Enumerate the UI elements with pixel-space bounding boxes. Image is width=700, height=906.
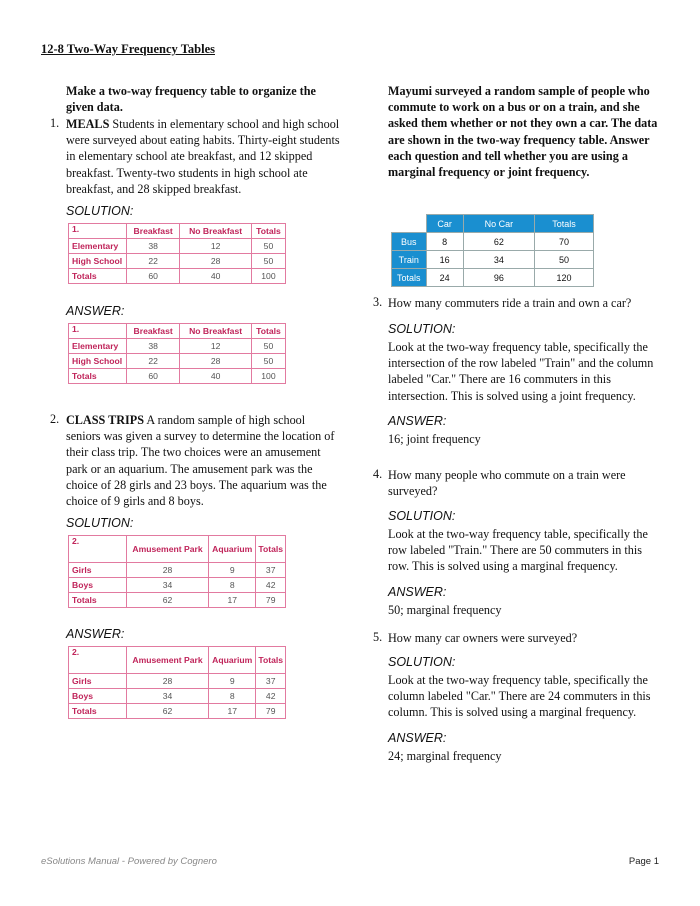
table-column-header: Amusement Park — [127, 536, 209, 563]
table-header-row — [69, 224, 286, 239]
table-cell: 17 — [209, 704, 256, 719]
table-row-header: High School — [69, 254, 127, 269]
table-row — [69, 339, 286, 354]
table-header-row — [392, 215, 594, 233]
table-cell: 70 — [534, 233, 593, 251]
q5-text: How many car owners were surveyed? — [388, 631, 578, 645]
table-cell: 38 — [127, 239, 180, 254]
q5-number: 5. — [373, 630, 383, 644]
table-cell: 8 — [209, 689, 256, 704]
table-row — [392, 251, 594, 269]
q1-answer-table — [68, 323, 286, 384]
table-row-header: Boys — [69, 689, 127, 704]
table-cell: 22 — [127, 354, 180, 369]
q2-body: A random sample of high school seniors was given a survey to determine the location of their class trip. The two choices were an amusement park or an aquarium. The amusement park was the choice of 28 girls and 23 boys. The aquarium was the choice of 9 girls and 8 boys. — [66, 413, 335, 509]
q3-solution: Look at the two-way frequency table, specifically the intersection of the row labeled "Train" and the column labeled "Car." There are 16 commuters in this intersection. This is solved using a joint frequency. — [388, 340, 654, 403]
q5-answer: 24; marginal frequency — [388, 749, 502, 763]
q4-answer-label: ANSWER: — [388, 585, 447, 599]
table-row-header: Totals — [69, 704, 127, 719]
table-column-header: Totals — [534, 215, 593, 233]
table-corner-label: 1. — [69, 324, 127, 339]
table-cell: 28 — [180, 354, 252, 369]
table-column-header: Car — [426, 215, 463, 233]
table-cell: 34 — [127, 689, 209, 704]
q5-solution: Look at the two-way frequency table, specifically the column labeled "Car." There are 24 commuters in this column. This is solved using a marginal frequency. — [388, 673, 651, 720]
table-cell: 42 — [256, 578, 286, 593]
table-cell: 24 — [426, 269, 463, 287]
table-cell: 50 — [534, 251, 593, 269]
q2-number: 2. — [50, 412, 60, 426]
q2-answer-table — [68, 646, 286, 719]
q1-text — [66, 116, 344, 197]
table-row — [69, 254, 286, 269]
table-row-header: Totals — [69, 369, 127, 384]
table-row-header: Totals — [69, 269, 127, 284]
q1-solution-label: SOLUTION: — [66, 204, 134, 218]
q3-solution-label: SOLUTION: — [388, 322, 456, 336]
page-title: 12-8 Two-Way Frequency Tables — [41, 42, 215, 56]
table-cell: 37 — [256, 674, 286, 689]
table-row — [69, 563, 286, 578]
q1-lead: MEALS — [66, 117, 110, 131]
q4-solution-label: SOLUTION: — [388, 509, 456, 523]
table-cell: 40 — [180, 369, 252, 384]
q2-lead: CLASS TRIPS — [66, 413, 145, 427]
table-column-header: Breakfast — [127, 224, 180, 239]
table-row-header: Train — [392, 251, 427, 269]
table-row-header: High School — [69, 354, 127, 369]
table-row-header: Elementary — [69, 339, 127, 354]
table-row-header: Bus — [392, 233, 427, 251]
q3-number: 3. — [373, 295, 383, 309]
table-cell: 34 — [127, 578, 209, 593]
commuter-table — [391, 214, 594, 287]
table-cell: 22 — [127, 254, 180, 269]
q3-answer: 16; joint frequency — [388, 432, 481, 446]
table-column-header: Totals — [251, 324, 285, 339]
table-cell: 37 — [256, 563, 286, 578]
q5-solution-label: SOLUTION: — [388, 655, 456, 669]
table-cell: 42 — [256, 689, 286, 704]
table-cell: 16 — [426, 251, 463, 269]
table-cell: 9 — [209, 563, 256, 578]
q1-body: Students in elementary school and high school were surveyed about eating habits. Thirty-eight students in elementary school ate breakfast, and 12 skipped breakfast. Twenty-two students in high school ate breakfast, and 28 skipped breakfast. — [66, 117, 340, 196]
table-corner-label: 2. — [69, 536, 127, 563]
table-row-header: Girls — [69, 674, 127, 689]
table-cell: 60 — [127, 269, 180, 284]
table-cell: 8 — [209, 578, 256, 593]
table-cell: 50 — [251, 339, 285, 354]
table-corner-label: 1. — [69, 224, 127, 239]
table-row-header: Totals — [69, 593, 127, 608]
table-row — [69, 239, 286, 254]
table-row — [392, 269, 594, 287]
table-cell: 79 — [256, 704, 286, 719]
table-row — [69, 269, 286, 284]
table-cell: 120 — [534, 269, 593, 287]
table-cell: 79 — [256, 593, 286, 608]
q1-number: 1. — [50, 116, 60, 130]
table-cell: 50 — [251, 254, 285, 269]
table-cell: 12 — [180, 239, 252, 254]
q1-answer-label: ANSWER: — [66, 304, 125, 318]
q4-answer: 50; marginal frequency — [388, 603, 502, 617]
table-row — [69, 578, 286, 593]
table-cell: 60 — [127, 369, 180, 384]
table-cell: 50 — [251, 354, 285, 369]
table-cell: 62 — [463, 233, 534, 251]
page-number: Page 1 — [628, 856, 659, 867]
table-cell: 8 — [426, 233, 463, 251]
right-intro: Mayumi surveyed a random sample of people who commute to work on a bus or on a train, and she asked them whether or not they own a car. The data are shown in the two-way frequency table. Answer each question and tell whether you are using a marginal frequency or joint frequency. — [388, 84, 658, 180]
q4-text: How many people who commute on a train were surveyed? — [388, 468, 626, 499]
table-row-header: Totals — [392, 269, 427, 287]
table-column-header: No Breakfast — [180, 224, 252, 239]
table-row-header: Elementary — [69, 239, 127, 254]
table-cell: 28 — [127, 563, 209, 578]
table-row — [392, 233, 594, 251]
table-column-header: Breakfast — [127, 324, 180, 339]
table-cell: 50 — [251, 239, 285, 254]
table-corner-label: 2. — [69, 647, 127, 674]
table-cell: 100 — [251, 369, 285, 384]
footer-credit: eSolutions Manual - Powered by Cognero — [41, 856, 217, 867]
table-column-header: Totals — [251, 224, 285, 239]
q2-answer-label: ANSWER: — [66, 627, 125, 641]
table-cell: 28 — [127, 674, 209, 689]
q5-answer-label: ANSWER: — [388, 731, 447, 745]
table-row — [69, 369, 286, 384]
table-row-header: Boys — [69, 578, 127, 593]
q2-text — [66, 412, 342, 509]
table-header-row — [69, 536, 286, 563]
table-cell: 12 — [180, 339, 252, 354]
table-cell: 34 — [463, 251, 534, 269]
table-row — [69, 689, 286, 704]
table-row — [69, 354, 286, 369]
table-cell: 38 — [127, 339, 180, 354]
table-cell: 96 — [463, 269, 534, 287]
q2-solution-label: SOLUTION: — [66, 516, 134, 530]
table-cell: 62 — [127, 593, 209, 608]
table-column-header: Totals — [256, 536, 286, 563]
table-column-header: No Car — [463, 215, 534, 233]
table-corner-blank — [392, 215, 427, 233]
table-column-header: Totals — [256, 647, 286, 674]
table-header-row — [69, 647, 286, 674]
q4-solution: Look at the two-way frequency table, specifically the row labeled "Train." There are 50 commuters in this row. This is solved using a marginal frequency. — [388, 527, 648, 574]
table-cell: 100 — [251, 269, 285, 284]
table-row-header: Girls — [69, 563, 127, 578]
table-cell: 17 — [209, 593, 256, 608]
left-intro: Make a two-way frequency table to organize the given data. — [66, 84, 316, 115]
table-cell: 9 — [209, 674, 256, 689]
table-row — [69, 593, 286, 608]
table-row — [69, 704, 286, 719]
q3-answer-label: ANSWER: — [388, 414, 447, 428]
table-cell: 40 — [180, 269, 252, 284]
table-column-header: Amusement Park — [127, 647, 209, 674]
table-header-row — [69, 324, 286, 339]
q4-number: 4. — [373, 467, 383, 481]
table-column-header: Aquarium — [209, 536, 256, 563]
table-cell: 28 — [180, 254, 252, 269]
table-cell: 62 — [127, 704, 209, 719]
table-column-header: Aquarium — [209, 647, 256, 674]
q1-solution-table — [68, 223, 286, 284]
table-column-header: No Breakfast — [180, 324, 252, 339]
q3-text: How many commuters ride a train and own a car? — [388, 296, 632, 310]
table-row — [69, 674, 286, 689]
q2-solution-table — [68, 535, 286, 608]
